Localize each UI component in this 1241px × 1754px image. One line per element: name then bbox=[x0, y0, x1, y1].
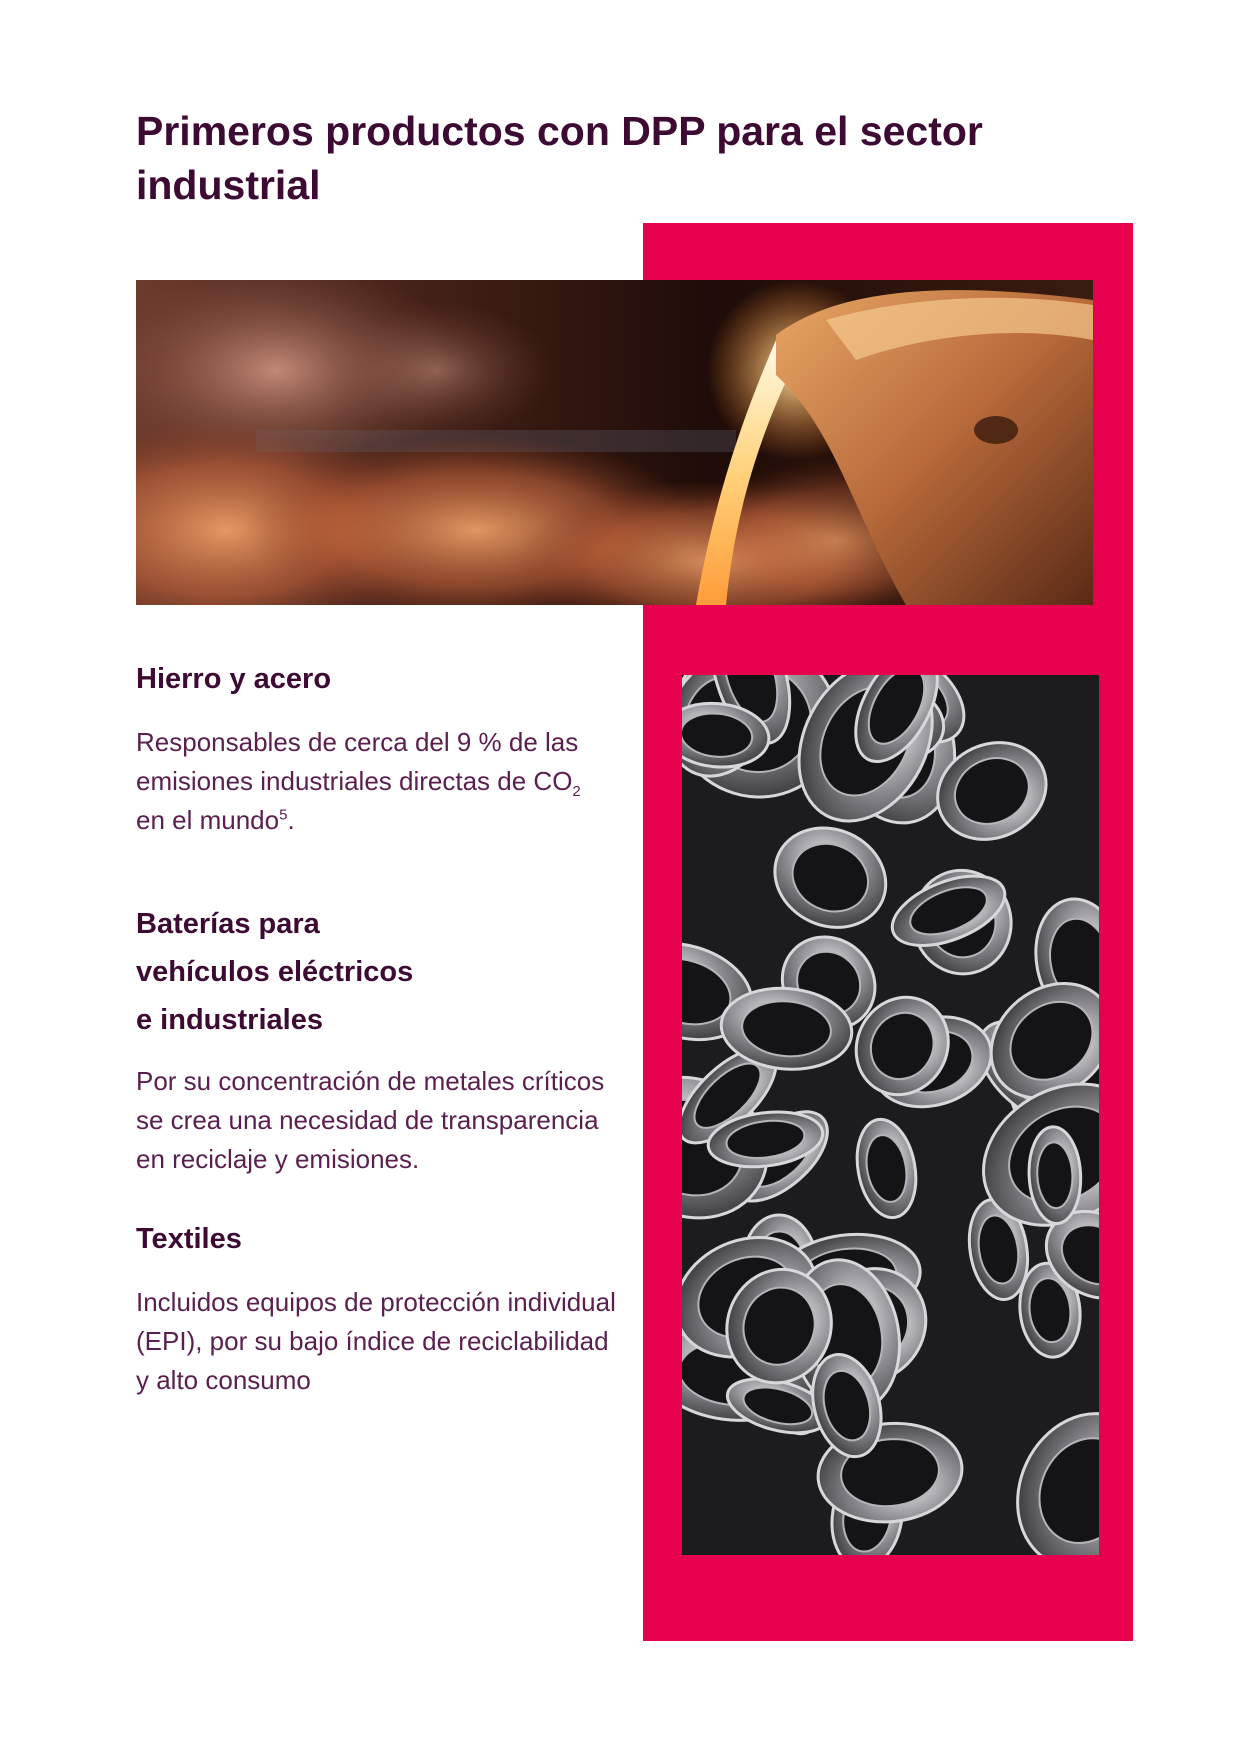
section-hierro-acero bbox=[136, 655, 616, 840]
molten-metal-photo bbox=[136, 280, 1093, 605]
section-heading: Baterías para vehículos eléctricos e industriales bbox=[136, 908, 414, 1036]
section-textiles bbox=[136, 1215, 616, 1400]
section-heading: Hierro y acero bbox=[136, 663, 332, 695]
section-body: Incluidos equipos de protección individual (EPI), por su bajo índice de reciclabilidad y alto consumo bbox=[136, 1287, 616, 1395]
metal-rings-photo bbox=[682, 675, 1099, 1555]
section-body: Por su concentración de metales críticos se crea una necesidad de transparencia en reciclaje y emisiones. bbox=[136, 1066, 605, 1174]
page-title: Primeros productos con DPP para el sector industrial bbox=[136, 108, 983, 208]
section-heading: Textiles bbox=[136, 1223, 242, 1255]
content-column bbox=[136, 655, 616, 1400]
section-baterias bbox=[136, 900, 616, 1179]
footnote-ref: 5 bbox=[279, 806, 288, 824]
section-body: Responsables de cerca del 9 % de las emisiones industriales directas de $CO_2$ en el mundo$^5$. bbox=[136, 727, 581, 835]
